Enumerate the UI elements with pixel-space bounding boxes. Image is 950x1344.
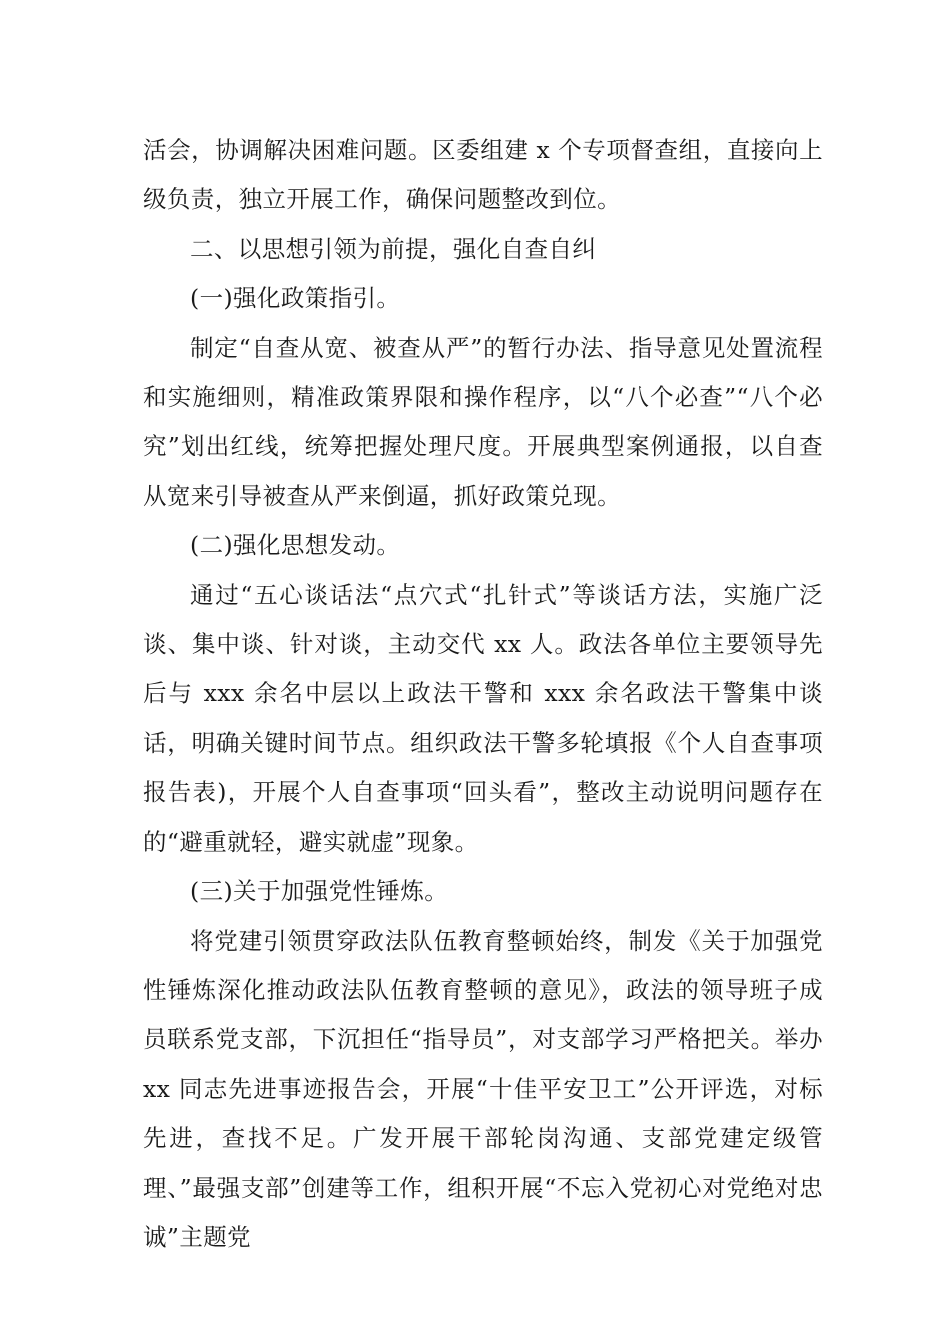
body-paragraph: 通过“五心谈话法“点穴式“扎针式”等谈话方法，实施广泛谈、集中谈、针对谈，主动交代 xx 人。政法各单位主要领导先后与 xxx 余名中层以上政法干警和 xxx 余名政法干警集中谈话，明确关键时间节点。组织政法干警多轮填报《个人自查事项报告表)，开展个人自查事项“回头看”，整改主动说明问题存在的“避重就轻，避实就虚”现象。: [143, 580, 823, 856]
subsection-heading: (一)强化政策指引。: [190, 284, 401, 313]
body-paragraph: 将党建引领贯穿政法队伍教育整顿始终，制发《关于加强党性锤炼深化推动政法队伍教育整顿的意见》，政法的领导班子成员联系党支部，下沉担任“指导员”，对支部学习严格把关。举办 xx 同志先进事迹报告会，开展“十佳平安卫工”公开评选，对标先进，查找不足。广发开展干部轮岗沟通、支部党建定级管理、”最强支部”创建等工作，组积开展“不忘入党初心对党绝对忠诚”主题党: [143, 926, 823, 1251]
body-paragraph: 制定“自查从宽、被查从严”的暂行办法、指导意见处置流程和实施细则，精准政策界限和操作程序，以“八个必查”“八个必究”划出红线，统筹把握处理尺度。开展典型案例通报，以自查从宽来引导被查从严来倒逼，抓好政策兑现。: [143, 333, 823, 510]
subsection-heading: (三)关于加强党性锤炼。: [190, 877, 449, 906]
section-heading: 二、以思想引领为前提，强化自查自纠: [190, 234, 597, 263]
paragraph-continued: 活会，协调解决困难问题。区委组建 x 个专项督查组，直接向上级负责，独立开展工作，确保问题整改到位。: [143, 136, 823, 214]
subsection-heading: (二)强化思想发动。: [190, 531, 401, 560]
document-body: [143, 126, 823, 1262]
